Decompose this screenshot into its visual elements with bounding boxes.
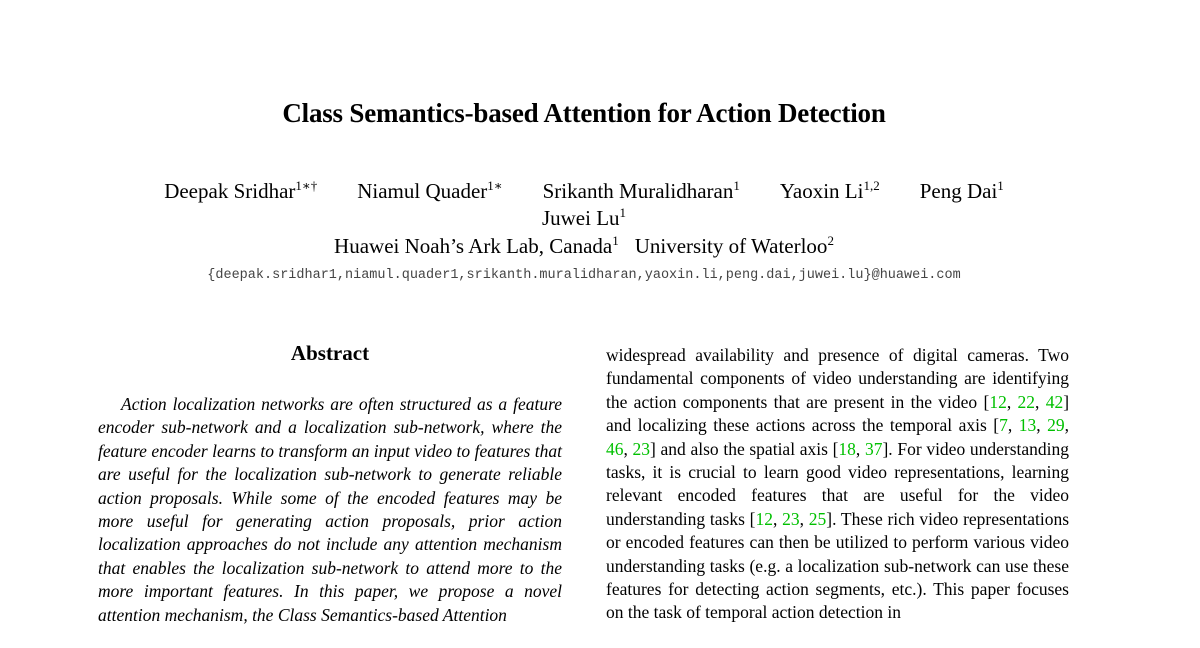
author-emails: {deepak.sridhar1,niamul.quader1,srikanth.muralidharan,yaoxin.li,peng.dai,juwei.lu}@huawei.com	[207, 268, 961, 283]
author-affil-marker: 1,2	[863, 178, 880, 193]
author-list-continued	[0, 204, 1168, 232]
author-3	[543, 177, 740, 205]
author-name: Juwei Lu	[541, 206, 620, 230]
citation-link[interactable]: 18	[838, 438, 856, 459]
author-name: Yaoxin Li	[779, 179, 864, 203]
author-list	[0, 177, 1168, 205]
citation-separator: ,	[1006, 391, 1018, 412]
citation-separator: ,	[623, 438, 633, 459]
citation-link[interactable]: 12	[989, 391, 1007, 412]
intro-text: ] and also the spatial axis [	[650, 438, 839, 459]
author-2	[357, 177, 502, 205]
author-4	[780, 177, 880, 205]
author-6	[542, 204, 626, 232]
abstract-text: Action localization networks are often structured as a feature encoder sub-network and a localization sub-network, where the feature encoder learns to transform an input video to features that are useful for the localization sub-network to generate reliable action proposals. While some of the encoded features may be more useful for generating action proposals, prior action localization approaches do not include any attention mechanism that enables the localization sub-network to attend more to the more important features. In this paper, we propose a novel attention mechanism, the Class Semantics-based Attention	[98, 394, 562, 625]
author-affil-marker: 1	[733, 178, 740, 193]
affiliation-name: Huawei Noah’s Ark Lab, Canada	[334, 234, 613, 258]
citation-link[interactable]: 25	[808, 508, 827, 529]
author-affil-marker: 1	[619, 205, 627, 220]
citation-link[interactable]: 13	[1018, 415, 1037, 436]
author-name: Peng Dai	[919, 179, 998, 203]
citation-link[interactable]: 22	[1017, 391, 1035, 412]
affiliation-marker: 1	[612, 233, 619, 248]
citation-link[interactable]: 7	[999, 415, 1008, 436]
paper-title: Class Semantics-based Attention for Action Detection	[282, 98, 886, 128]
citation-link[interactable]: 23	[632, 438, 651, 459]
affiliation-2	[635, 234, 834, 258]
author-5	[920, 177, 1004, 205]
author-name: Deepak Sridhar	[164, 179, 296, 203]
intro-text: widespread availability and presence of digital cameras. Two fundamental components of video understanding are identifying the action components that are present in the video [	[606, 345, 1069, 412]
citation-link[interactable]: 29	[1047, 415, 1065, 436]
author-name: Niamul Quader	[357, 179, 488, 203]
citation-link[interactable]: 23	[782, 508, 800, 529]
citation-separator: ,	[1036, 415, 1048, 436]
citation-separator: ,	[1007, 415, 1019, 436]
intro-text: ]. For video understanding tasks, it is crucial to learn good video representations, learning relevant encoded features that are useful for the video understanding tasks [	[606, 438, 1070, 529]
affiliation-name: University of Waterloo	[634, 234, 828, 258]
citation-separator: ,	[1064, 415, 1069, 436]
author-affil-marker: 1	[997, 178, 1004, 193]
author-1	[164, 177, 317, 205]
citation-link[interactable]: 46	[606, 438, 624, 459]
citation-separator: ,	[855, 438, 865, 459]
citation-link[interactable]: 42	[1045, 391, 1064, 412]
intro-text: ]. These rich video representations or encoded features can then be utilized to perform various video understanding tasks (e.g. a localization sub-network can use these features for detecting action segments, etc.). This paper focuses on the task of temporal action detection in	[606, 508, 1070, 623]
author-name: Srikanth Muralidharan	[542, 179, 734, 203]
citation-link[interactable]: 37	[864, 438, 883, 459]
author-affil-marker: 1∗†	[295, 178, 318, 193]
citation-separator: ,	[799, 508, 809, 529]
affiliation-marker: 2	[827, 233, 834, 248]
citation-separator: ,	[773, 508, 783, 529]
citation-separator: ,	[1035, 391, 1046, 412]
affiliations	[0, 232, 1168, 260]
citation-link[interactable]: 12	[755, 508, 773, 529]
affiliation-1	[334, 234, 619, 258]
author-affil-marker: 1∗	[487, 178, 503, 193]
introduction-text	[606, 344, 1069, 625]
abstract-heading: Abstract	[290, 341, 370, 365]
intro-text: ] and localizing these actions across the temporal axis [	[606, 391, 1070, 436]
